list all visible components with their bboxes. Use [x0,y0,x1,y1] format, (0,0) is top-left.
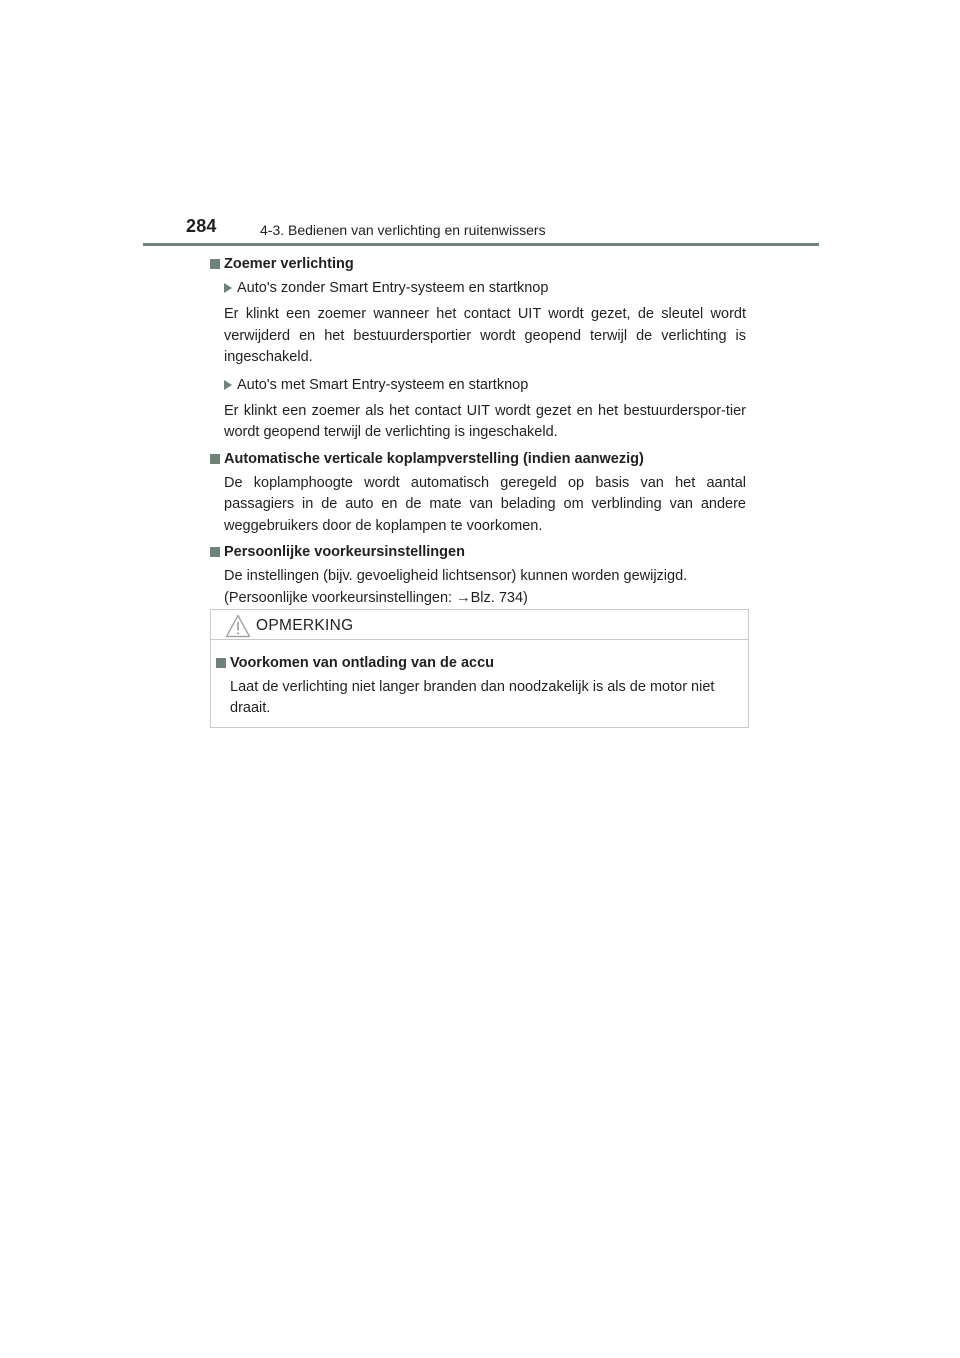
square-bullet-icon [210,547,220,557]
paragraph-zoemer-1: Er klinkt een zoemer wanneer het contact UIT wordt gezet, de sleutel wordt verwijderd en het bestuurdersportier wordt geopend terwijl de verlichting is ingeschakeld. [224,306,746,365]
square-bullet-icon [216,658,226,668]
subheading-with-smart-entry [210,375,746,395]
notice-paragraph: Laat de verlichting niet langer branden dan noodzakelijk is als de motor niet draait. [230,679,715,716]
subheading-text: Auto's zonder Smart Entry-systeem en startknop [237,280,549,296]
paragraph-zoemer-2: Er klinkt een zoemer als het contact UIT wordt gezet en het bestuurderspor-tier wordt geopend terwijl de verlichting is ingeschakeld. [224,402,746,440]
page-header [0,0,960,250]
triangle-bullet-icon [224,283,232,293]
heading-text: Zoemer verlichting [224,256,354,272]
section-heading-koplamp [210,449,746,469]
subheading-text: Auto's met Smart Entry-systeem en startknop [237,376,529,393]
paragraph-persoonlijk [210,566,746,609]
square-bullet-icon [210,259,220,269]
section-title: 4-3. Bedienen van verlichting en ruitenwissers [260,222,546,238]
section-heading-persoonlijk [210,542,746,562]
triangle-bullet-icon [224,380,232,390]
reference-arrow-icon: → [456,589,471,606]
subheading-without-smart-entry [210,278,746,298]
section-heading-zoemer [210,254,746,274]
warning-triangle-icon [225,614,251,638]
notice-body [211,640,748,719]
notice-box [210,609,749,728]
square-bullet-icon [210,454,220,464]
header-rule [143,243,819,246]
page-number: 284 [186,216,217,236]
heading-text: Voorkomen van ontlading van de accu [230,655,495,671]
persoonlijk-line-1: De instellingen (bijv. gevoeligheid lichtsensor) kunnen worden gewijzigd. [224,568,688,584]
main-content [210,254,746,614]
heading-text: Persoonlijke voorkeursinstellingen [224,544,465,560]
notice-header [211,610,748,640]
persoonlijk-line-2-prefix: (Persoonlijke voorkeursinstellingen: [224,589,457,606]
page-reference-link[interactable]: Blz. 734) [470,589,528,606]
notice-heading [216,653,740,673]
notice-title: OPMERKING [256,617,354,634]
paragraph-koplamp: De koplamphoogte wordt automatisch geregeld op basis van het aantal passagiers in de auto en de mate van belading om verblinding van andere weggebruikers door de koplampen te voorkomen. [224,474,746,534]
heading-text: Automatische verticale koplampverstelling (indien aanwezig) [224,450,644,467]
